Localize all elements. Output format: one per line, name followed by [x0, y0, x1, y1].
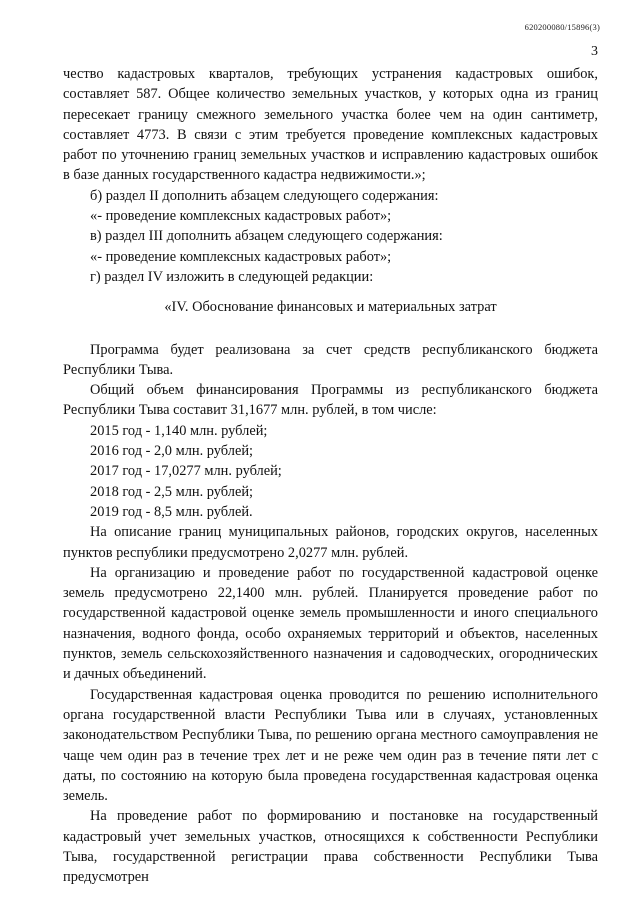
- document-body: [63, 64, 598, 888]
- paragraph-total-funding: Общий объем финансирования Программы из республиканского бюджета Республики Тыва составит 31,1677 млн. рублей, в том числе:: [63, 382, 598, 419]
- funding-year-2015: 2015 год - 1,140 млн. рублей;: [90, 422, 268, 439]
- list-quote-v: «- проведение комплексных кадастровых работ»;: [90, 248, 392, 265]
- paragraph-program: Программа будет реализована за счет средств республиканского бюджета Республики Тыва.: [63, 341, 598, 378]
- list-item-v: в) раздел III дополнить абзацем следующего содержания:: [90, 228, 443, 245]
- paragraph-continuation: чество кадастровых кварталов, требующих устранения кадастровых ошибок, составляет 587. Общее количество земельных участков, у которых одна из границ пересекает границу смежного земельного участка более чем на один сантиметр, составляет 4773. В связи с этим требуется проведение комплексных кадастровых работ по уточнению границ земельных участков и исправлению кадастровых ошибок в базе данных государственного кадастра недвижимости.»;: [63, 66, 598, 184]
- paragraph-borders: На описание границ муниципальных районов, городских округов, населенных пунктов республики предусмотрено 2,0277 млн. рублей.: [63, 524, 598, 561]
- section-title: «IV. Обоснование финансовых и материальных затрат: [164, 299, 497, 316]
- document-number: 620200080/15896(3): [524, 22, 600, 32]
- list-item-b: б) раздел II дополнить абзацем следующего содержания:: [90, 187, 439, 204]
- funding-year-2017: 2017 год - 17,0277 млн. рублей;: [90, 463, 282, 480]
- paragraph-valuation: На организацию и проведение работ по государственной кадастровой оценке земель предусмотрено 22,1400 млн. рублей. Планируется проведение работ по государственной кадастровой оценке земель промышленности и иного специального назначения, водного фонда, особо охраняемых территорий и объектов, населенных пунктов, земель сельскохозяйственного назначения и садоводческих, огороднических и дачных объединений.: [63, 564, 598, 683]
- page-number: 3: [591, 44, 598, 59]
- funding-year-2019: 2019 год - 8,5 млн. рублей.: [90, 503, 253, 520]
- paragraph-state-valuation: Государственная кадастровая оценка проводится по решению исполнительного органа государственной власти Республики Тыва или в случаях, установленных законодательством Республики Тыва, по решению органа местного самоуправления не чаще чем один раз в течение трех лет и не реже чем один раз в течение пяти лет с даты, по состоянию на которую была проведена государственная кадастровая оценка земель.: [63, 686, 598, 805]
- list-item-g: г) раздел IV изложить в следующей редакции:: [90, 268, 374, 285]
- paragraph-registration: На проведение работ по формированию и постановке на государственный кадастровый учет земельных участков, относящихся к собственности Республики Тыва, государственной регистрации права собственности Республики Тыва предусмотрен: [63, 808, 598, 886]
- funding-year-2016: 2016 год - 2,0 млн. рублей;: [90, 443, 254, 460]
- list-quote-b: «- проведение комплексных кадастровых работ»;: [90, 208, 392, 225]
- funding-year-2018: 2018 год - 2,5 млн. рублей;: [90, 483, 254, 500]
